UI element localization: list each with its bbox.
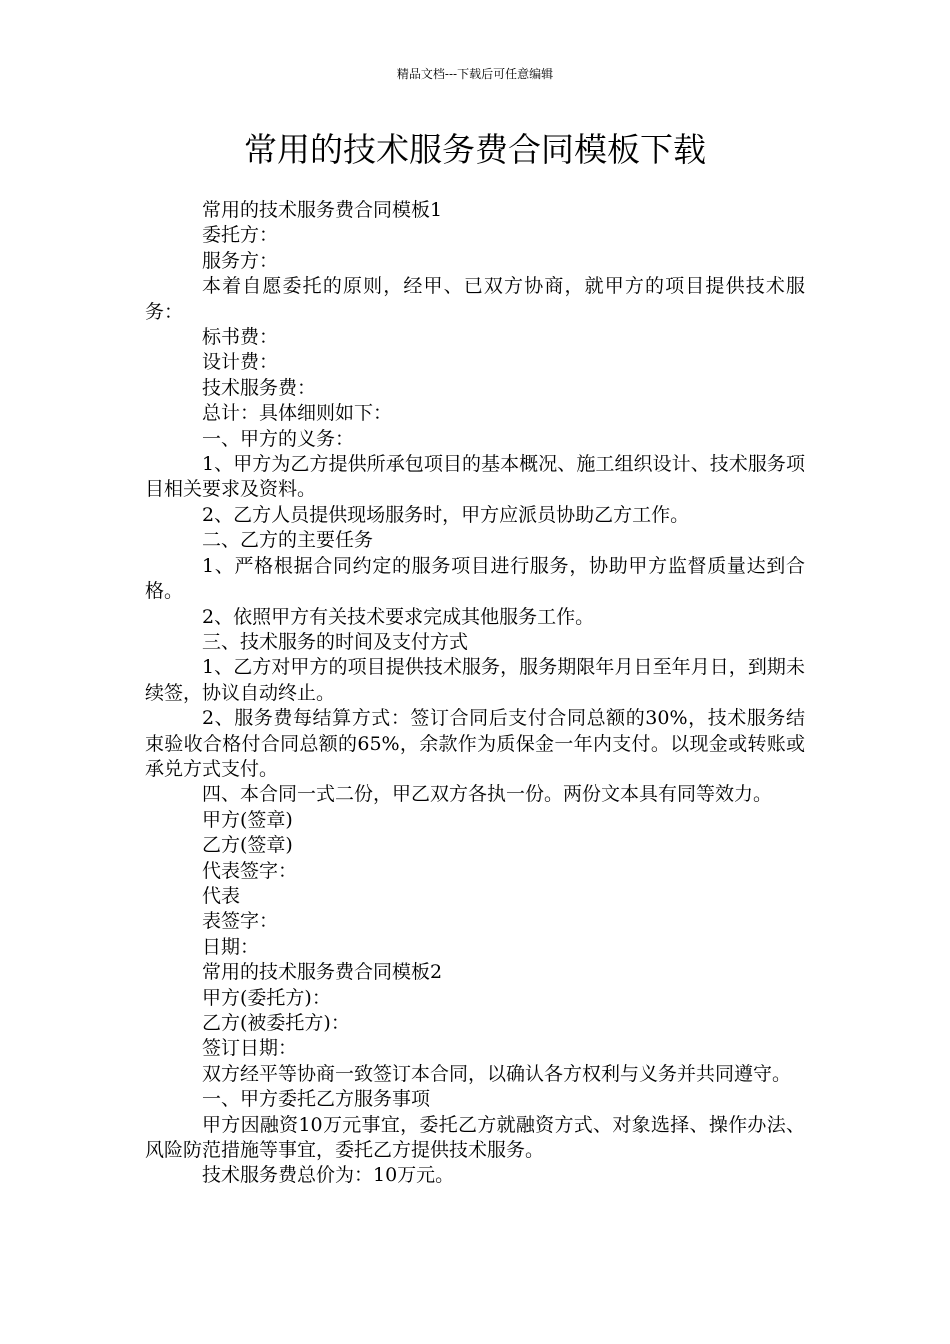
paragraph: 1、乙方对甲方的项目提供技术服务，服务期限年月日至年月日，到期未续签，协议自动终止。 [145,656,805,704]
header-note: 精品文档---下载后可任意编辑 [396,67,554,81]
paragraph: 服务方： [202,249,279,272]
paragraph: 2、乙方人员提供现场服务时，甲方应派员协助乙方工作。 [202,503,690,526]
paragraph: 总计：具体细则如下： [202,402,393,425]
paragraph: 代表签字： [202,859,298,882]
paragraph: 代表 [202,884,241,907]
paragraph: 签订日期： [202,1037,298,1060]
paragraph: 本着自愿委托的原则，经甲、已双方协商，就甲方的项目提供技术服务： [145,275,805,323]
paragraph: 甲方(签章) [202,808,293,831]
paragraph: 乙方(签章) [202,834,293,857]
paragraph: 1、严格根据合同约定的服务项目进行服务，协助甲方监督质量达到合格。 [145,554,805,603]
paragraph: 委托方： [202,224,279,247]
paragraph: 四、本合同一式二份，甲乙双方各执一份。两份文本具有同等效力。 [202,783,773,806]
paragraph: 表签字： [202,910,279,933]
document-body [145,198,805,1189]
paragraph: 一、甲方的义务： [202,427,355,450]
paragraph: 一、甲方委托乙方服务事项 [202,1088,431,1111]
paragraph: 设计费： [202,351,279,374]
paragraph: 常用的技术服务费合同模板2 [202,961,443,984]
paragraph: 常用的技术服务费合同模板1 [202,199,443,221]
paragraph: 2、服务费每结算方式：签订合同后支付合同总额的30%，技术服务结束验收合格付合同总额的65%，余款作为质保金一年内支付。以现金或转账或承兑方式支付。 [145,707,805,780]
paragraph: 1、甲方为乙方提供所承包项目的基本概况、施工组织设计、技术服务项目相关要求及资料。 [145,453,805,501]
paragraph: 日期： [202,935,260,958]
paragraph: 甲方因融资10万元事宜，委托乙方就融资方式、对象选择、操作办法、风险防范措施等事宜，委托乙方提供技术服务。 [145,1113,805,1162]
document-title: 常用的技术服务费合同模板下载 [244,130,706,169]
paragraph: 标书费： [202,326,279,349]
paragraph: 2、依照甲方有关技术要求完成其他服务工作。 [202,605,595,628]
paragraph: 二、乙方的主要任务 [202,529,374,552]
paragraph: 三、技术服务的时间及支付方式 [202,630,469,653]
paragraph: 乙方(被委托方)： [202,1012,350,1034]
paragraph: 技术服务费总价为：10万元。 [202,1164,455,1187]
paragraph: 技术服务费： [202,376,317,399]
paragraph: 双方经平等协商一致签订本合同，以确认各方权利与义务并共同遵守。 [202,1062,792,1085]
paragraph: 甲方(委托方)： [202,986,331,1009]
